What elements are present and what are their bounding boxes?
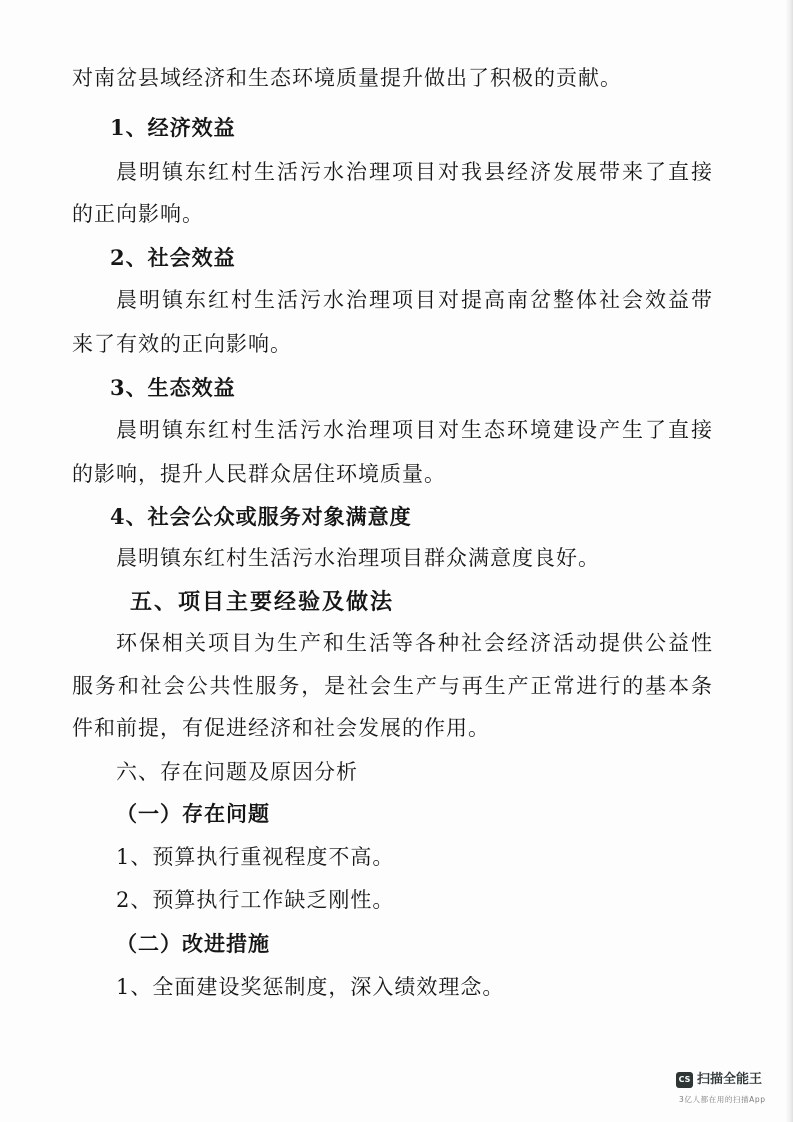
scanner-app-name: 扫描全能王 xyxy=(697,1072,763,1087)
measure-item: 1、全面建设奖惩制度，深入绩效理念。 xyxy=(116,975,505,999)
problem-item: 2、预算执行工作缺乏刚性。 xyxy=(116,888,395,912)
measures-heading: （二）改进措施 xyxy=(116,931,270,956)
scan-edge-shadow xyxy=(785,0,793,1122)
section-six-heading: 六、存在问题及原因分析 xyxy=(116,760,358,784)
problems-heading: （一）存在问题 xyxy=(116,801,270,826)
scanner-tagline: 3亿人都在用的扫描App xyxy=(679,1095,766,1104)
section-five-text-line: 环保相关项目为生产和生活等各种社会经济活动提供公益性 xyxy=(116,631,712,655)
benefit-heading-satisfaction: 4、社会公众或服务对象满意度 xyxy=(110,504,412,529)
benefit-heading-social: 2、社会效益 xyxy=(110,245,236,270)
benefit-text-line: 的影响，提升人民群众居住环境质量。 xyxy=(72,462,446,486)
benefit-text-line: 晨明镇东红村生活污水治理项目对我县经济发展带来了直接 xyxy=(116,160,712,184)
problem-item: 1、预算执行重视程度不高。 xyxy=(116,845,395,869)
section-five-text-line: 服务和社会公共性服务，是社会生产与再生产正常进行的基本条 xyxy=(72,674,712,698)
section-five-heading: 五、项目主要经验及做法 xyxy=(130,589,395,615)
section-five-text-line: 件和前提，有促进经济和社会发展的作用。 xyxy=(72,716,490,740)
benefit-text-line: 来了有效的正向影响。 xyxy=(72,332,292,356)
benefit-text-line: 晨明镇东红村生活污水治理项目群众满意度良好。 xyxy=(116,546,600,570)
scanner-logo-icon: CS xyxy=(676,1072,693,1088)
benefit-heading-ecological: 3、生态效益 xyxy=(110,375,236,400)
benefit-heading-economic: 1、经济效益 xyxy=(110,115,236,140)
benefit-text-line: 晨明镇东红村生活污水治理项目对生态环境建设产生了直接 xyxy=(116,418,712,442)
benefit-text-line: 的正向影响。 xyxy=(72,202,204,226)
intro-line: 对南岔县域经济和生态环境质量提升做出了积极的贡献。 xyxy=(72,66,622,90)
benefit-text-line: 晨明镇东红村生活污水治理项目对提高南岔整体社会效益带 xyxy=(116,288,712,312)
